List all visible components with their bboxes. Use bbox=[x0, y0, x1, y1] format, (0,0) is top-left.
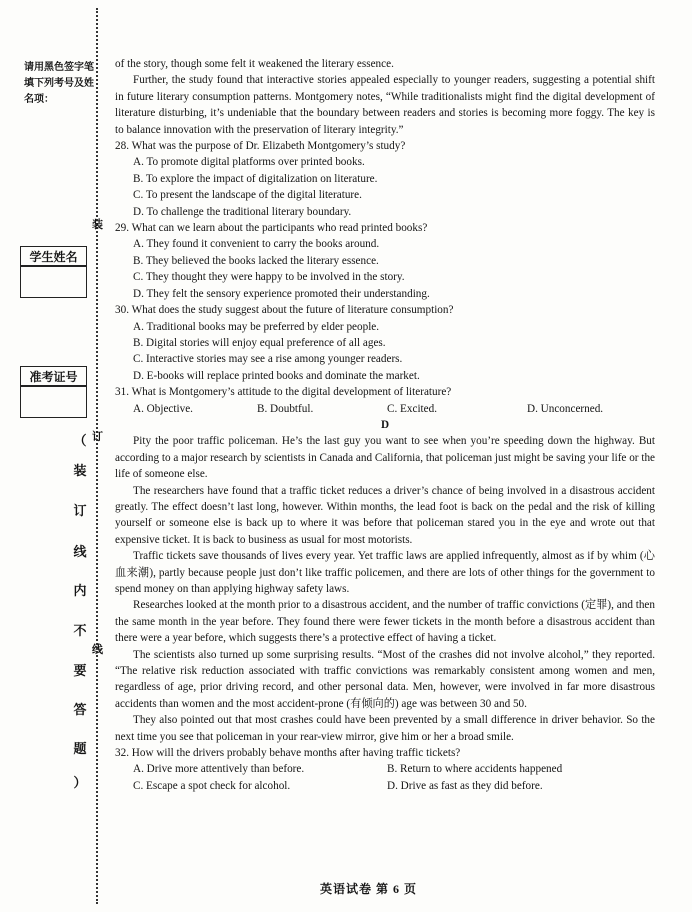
binding-mark: 订 bbox=[92, 431, 103, 443]
binding-mark: 线 bbox=[92, 644, 103, 656]
question-28-option[interactable]: B. To explore the impact of digitalization on literature. bbox=[133, 172, 378, 185]
question-32-option[interactable]: A. Drive more attentively than before. bbox=[133, 763, 305, 776]
question-29-option[interactable]: A. They found it convenient to carry the books around. bbox=[133, 238, 380, 251]
question-28-option[interactable]: C. To present the landscape of the digital literature. bbox=[133, 189, 362, 202]
side-instruction: 请用黑色签字笔填下列考号及姓名项： bbox=[24, 62, 94, 105]
binding-char: 答 bbox=[73, 702, 87, 717]
question-30-option[interactable]: A. Traditional books may be preferred by elder people. bbox=[133, 320, 380, 333]
question-29-option[interactable]: C. They thought they were happy to be involved in the story. bbox=[133, 271, 405, 284]
question-30-option[interactable]: C. Interactive stories may see a rise among younger readers. bbox=[133, 353, 403, 366]
binding-char: 题 bbox=[73, 741, 87, 756]
question-30-option[interactable]: B. Digital stories will enjoy equal preference of all ages. bbox=[133, 336, 386, 349]
passage-d-paragraph: The scientists also turned up some surprising results. “Most of the crashes did not involve alcohol,” they reported. “The relative risk reduction associated with traffic convictions was remarkably consistent among women and men, regardless of age, prior driving record, and other personal data. Men, however, were involved in far more disastrous accidents than women and the most accident-prone (有倾向的) age was between 30 and 50. bbox=[115, 648, 655, 710]
question-32-options-row bbox=[115, 778, 655, 794]
exam-id-label: 准考证号 bbox=[20, 366, 87, 386]
question-32-option[interactable]: C. Escape a spot check for alcohol. bbox=[133, 779, 291, 792]
question-29-option[interactable]: D. They felt the sensory experience promoted their understanding. bbox=[133, 287, 430, 300]
passage-d-paragraph: They also pointed out that most crashes could have been prevented by a small difference in driver behavior. So the next time you see that policeman in your rear-view mirror, give him or her a broad smile. bbox=[115, 714, 655, 743]
binding-char: 装 bbox=[73, 463, 87, 478]
question-31-option[interactable]: C. Excited. bbox=[387, 402, 438, 415]
question-32-options-row bbox=[115, 761, 655, 777]
student-name-field[interactable] bbox=[20, 266, 87, 298]
question-30-stem: 30. What does the study suggest about the future of literature consumption? bbox=[115, 304, 454, 317]
question-31-option[interactable]: D. Unconcerned. bbox=[527, 402, 604, 415]
passage-c-line: of the story, though some felt it weakened the literary essence. bbox=[115, 58, 394, 70]
question-32-option[interactable]: B. Return to where accidents happened bbox=[387, 763, 563, 776]
passage-d-paragraph: The researchers have found that a traffic ticket reduces a driver’s chance of being involved in a disastrous accident greatly. The effect doesn’t last long, however. Within months, the lead foot is back on the pedal and the risk of killing yourself or someone else is back up to where it was before that policeman stared you in the eye and wrote out that expensive ticket. It is back to business as usual for most motorists. bbox=[115, 484, 655, 546]
question-31-option[interactable]: A. Objective. bbox=[133, 402, 193, 415]
binding-char: 线 bbox=[73, 544, 87, 559]
question-31-stem: 31. What is Montgomery’s attitude to the digital development of literature? bbox=[115, 386, 452, 399]
question-29-option[interactable]: B. They believed the books lacked the literary essence. bbox=[133, 254, 379, 267]
passage-c-paragraph: Further, the study found that interactive stories appealed especially to younger readers, suggesting a potential shift in future literary consumption patterns. Montgomery notes, “While traditionalists might find the digital development of literature disturbing, it’s undeniable that the boundary between readers and stories is becoming more foggy. The key is to balance innovation with the preservation of literary integrity.” bbox=[115, 74, 655, 136]
passage-d-paragraph: Traffic tickets save thousands of lives every year. Yet traffic laws are applied infrequently, almost as if by whim (心血来潮), partly because people just don’t like traffic policemen, and there are lots of other things for the government to spend money on than applying highway safety laws. bbox=[115, 550, 655, 595]
binding-char: 订 bbox=[73, 503, 87, 518]
question-31-options bbox=[115, 401, 655, 417]
question-28-stem: 28. What was the purpose of Dr. Elizabeth Montgomery’s study? bbox=[115, 140, 406, 153]
section-d-title: D bbox=[380, 418, 390, 431]
question-28-option[interactable]: D. To challenge the traditional literary boundary. bbox=[133, 205, 352, 218]
exam-id-field[interactable] bbox=[20, 386, 87, 418]
binding-dotted-line bbox=[96, 8, 98, 904]
question-32-option[interactable]: D. Drive as fast as they did before. bbox=[387, 779, 543, 792]
main-content bbox=[115, 56, 655, 794]
binding-mark: 装 bbox=[92, 219, 103, 231]
binding-char: （ bbox=[73, 433, 87, 448]
student-name-label: 学生姓名 bbox=[20, 246, 87, 266]
binding-char: 内 bbox=[73, 583, 87, 598]
question-32-stem: 32. How will the drivers probably behave months after having traffic tickets? bbox=[115, 747, 461, 760]
passage-d-paragraph: Pity the poor traffic policeman. He’s the last guy you want to see when you’re speeding down the highway. But according to a major research by scientists in Canada and California, that policeman just might be saving your life or the life of someone else. bbox=[115, 435, 655, 481]
binding-char: ） bbox=[73, 775, 87, 790]
passage-d-paragraph: Researches looked at the month prior to a disastrous accident, and the number of traffic convictions (定罪), and then the same month in the year before. They found there were fewer tickets in the month before a disastrous accident than there were a year before, which suggests there’s a protective effect of having a ticket. bbox=[115, 599, 655, 645]
binding-char: 要 bbox=[73, 663, 87, 678]
question-30-option[interactable]: D. E-books will replace printed books and dominate the market. bbox=[133, 369, 420, 382]
page-footer: 英语试卷 第 6 页 bbox=[320, 882, 418, 896]
question-29-stem: 29. What can we learn about the participants who read printed books? bbox=[115, 222, 428, 235]
binding-char: 不 bbox=[73, 623, 87, 638]
question-28-option[interactable]: A. To promote digital platforms over printed books. bbox=[133, 156, 365, 169]
question-31-option[interactable]: B. Doubtful. bbox=[257, 402, 314, 415]
